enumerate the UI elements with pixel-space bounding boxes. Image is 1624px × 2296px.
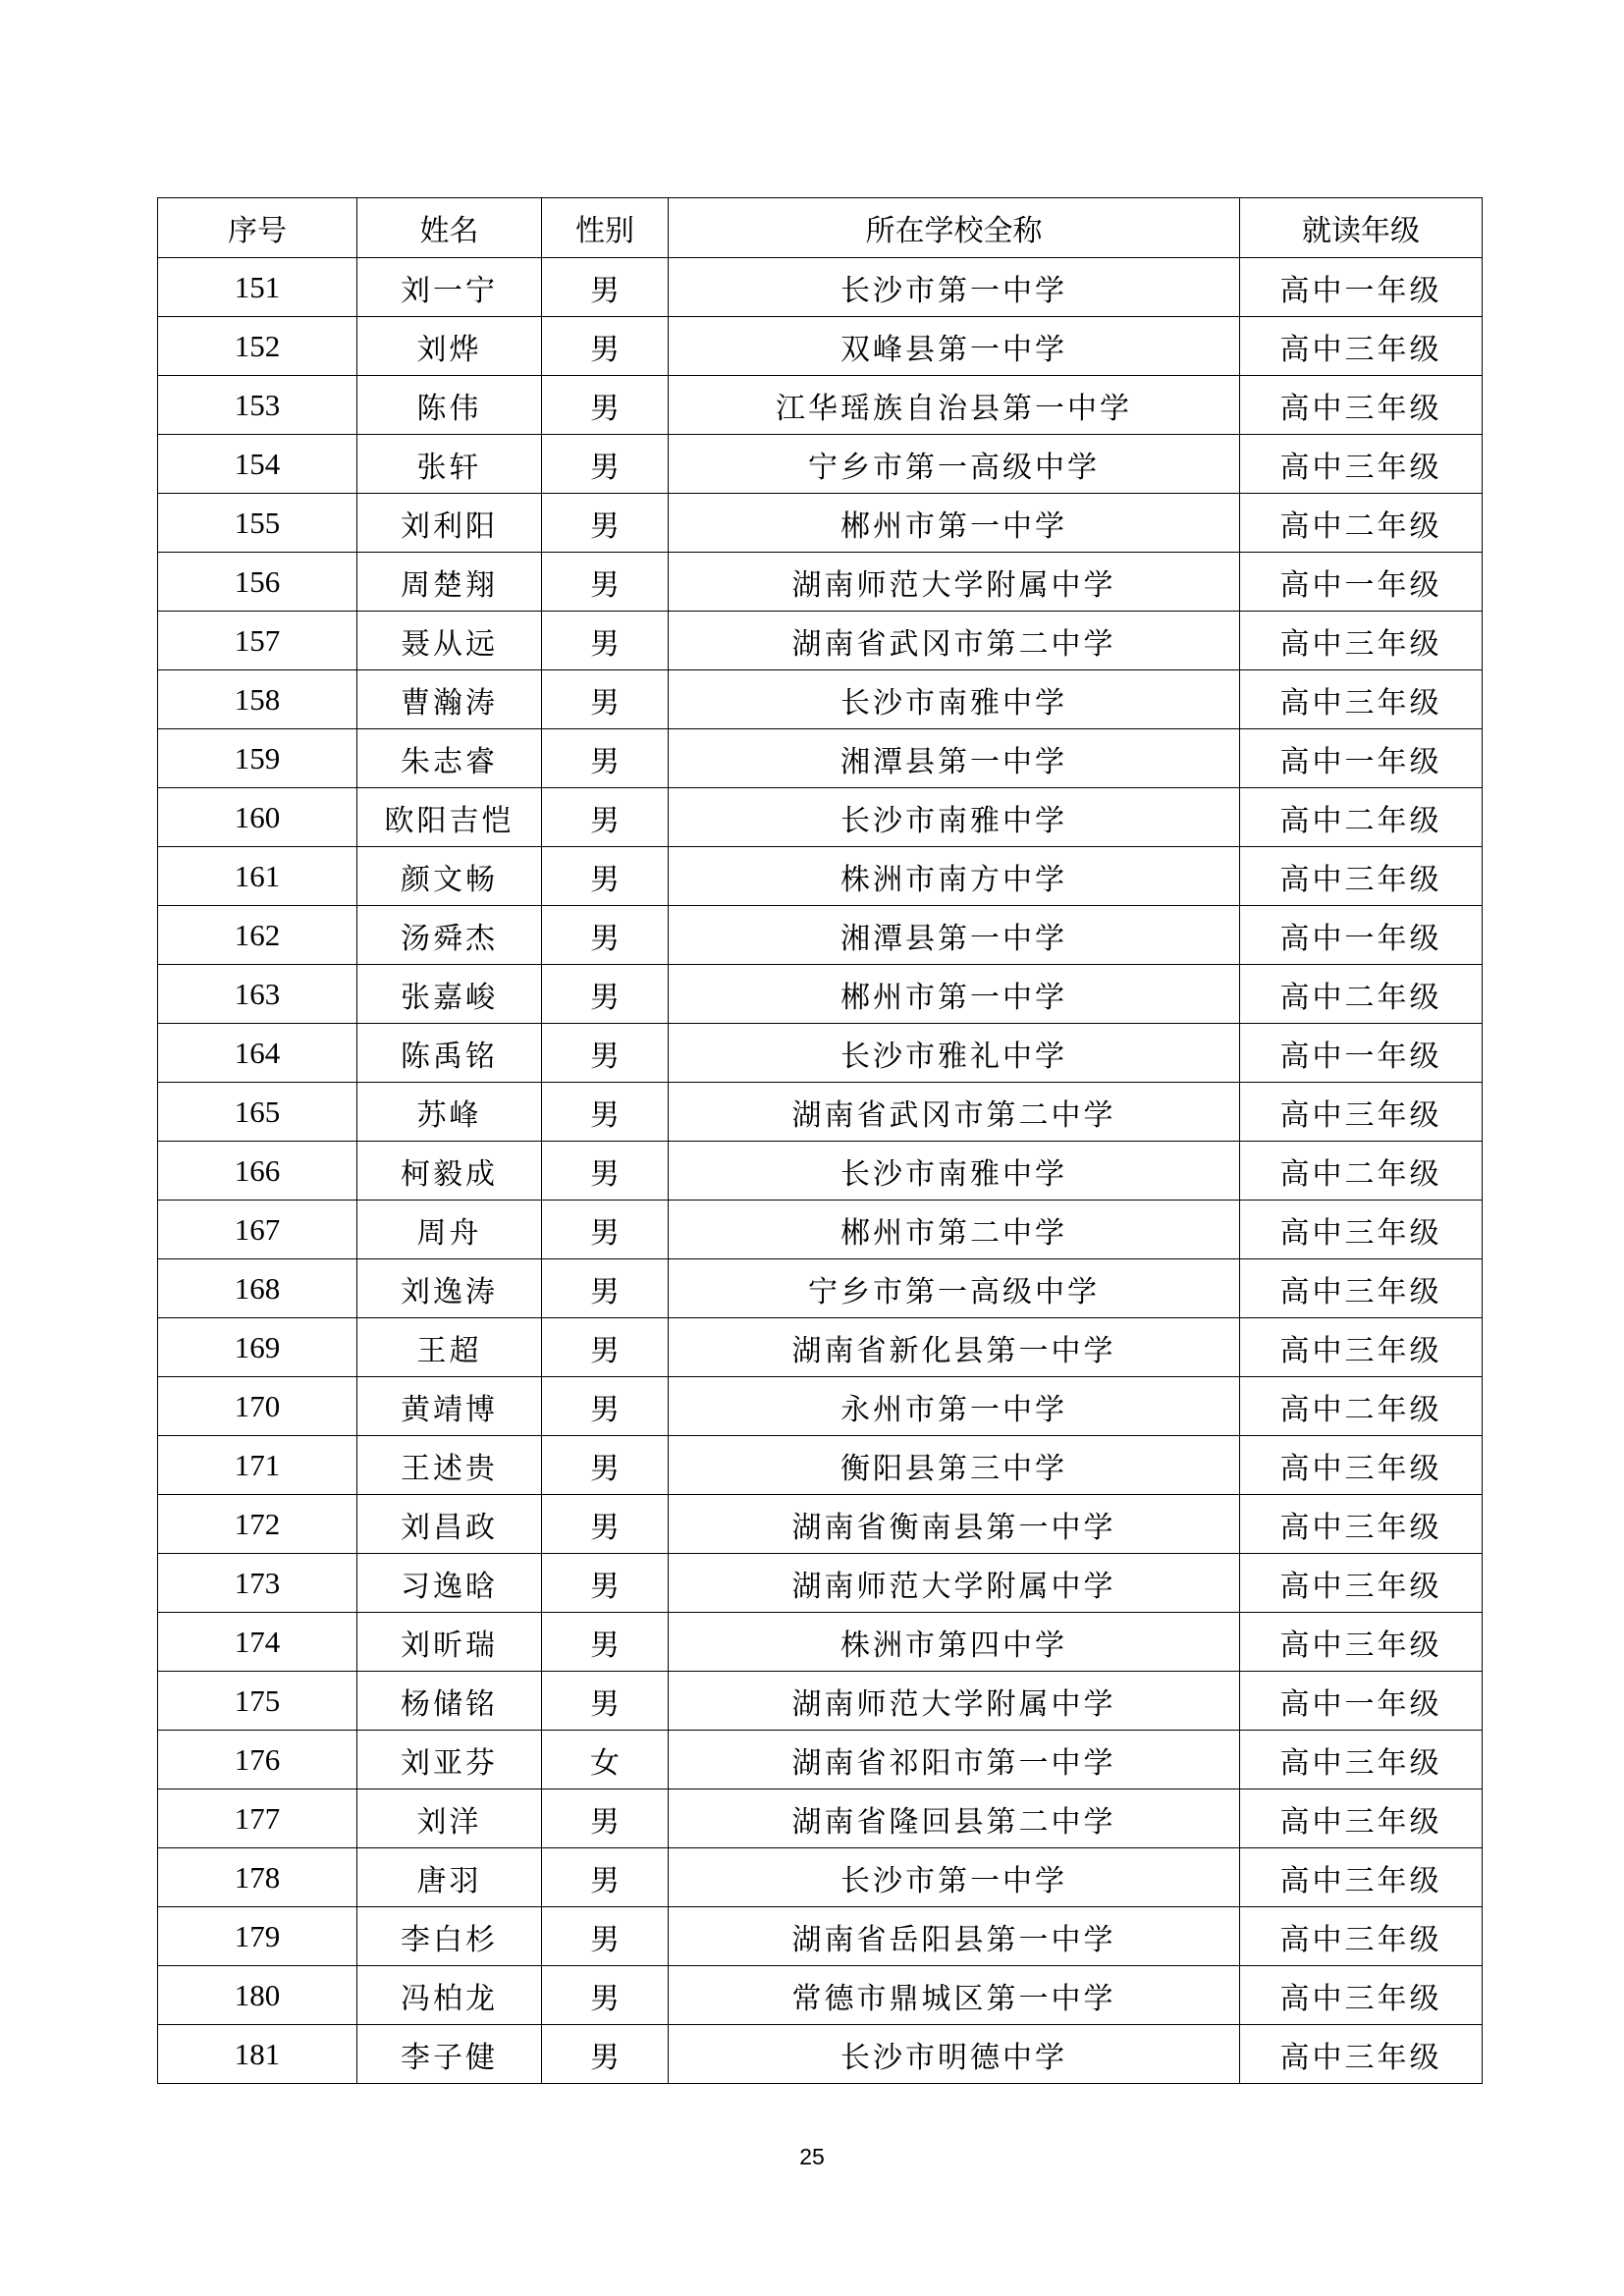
cell-no: 177 <box>158 1789 357 1848</box>
table-row <box>158 1966 1483 2025</box>
cell-grade: 高中三年级 <box>1240 1848 1483 1907</box>
cell-gender: 男 <box>542 1495 669 1554</box>
cell-no: 160 <box>158 788 357 847</box>
cell-school: 湖南师范大学附属中学 <box>669 1672 1240 1731</box>
table-row <box>158 435 1483 494</box>
cell-school: 湖南省隆回县第二中学 <box>669 1789 1240 1848</box>
cell-name: 刘逸涛 <box>357 1259 542 1318</box>
cell-gender: 男 <box>542 847 669 906</box>
table-row <box>158 788 1483 847</box>
cell-gender: 男 <box>542 1024 669 1083</box>
cell-no: 167 <box>158 1201 357 1259</box>
cell-school: 株洲市第四中学 <box>669 1613 1240 1672</box>
table-row <box>158 965 1483 1024</box>
cell-grade: 高中三年级 <box>1240 1731 1483 1789</box>
header-gender: 性别 <box>542 198 669 258</box>
cell-school: 长沙市南雅中学 <box>669 1142 1240 1201</box>
cell-name: 唐羽 <box>357 1848 542 1907</box>
cell-school: 湖南省新化县第一中学 <box>669 1318 1240 1377</box>
cell-gender: 男 <box>542 670 669 729</box>
cell-name: 朱志睿 <box>357 729 542 788</box>
cell-gender: 男 <box>542 1142 669 1201</box>
cell-no: 152 <box>158 317 357 376</box>
cell-gender: 男 <box>542 317 669 376</box>
cell-no: 163 <box>158 965 357 1024</box>
cell-name: 周舟 <box>357 1201 542 1259</box>
cell-grade: 高中三年级 <box>1240 1201 1483 1259</box>
cell-no: 166 <box>158 1142 357 1201</box>
cell-gender: 男 <box>542 1436 669 1495</box>
cell-gender: 男 <box>542 965 669 1024</box>
table-row <box>158 1672 1483 1731</box>
table-header <box>158 198 1483 258</box>
cell-name: 柯毅成 <box>357 1142 542 1201</box>
table-row <box>158 1024 1483 1083</box>
cell-school: 株洲市南方中学 <box>669 847 1240 906</box>
cell-name: 汤舜杰 <box>357 906 542 965</box>
table-row <box>158 1436 1483 1495</box>
cell-gender: 男 <box>542 1377 669 1436</box>
cell-name: 周楚翔 <box>357 553 542 612</box>
cell-grade: 高中三年级 <box>1240 670 1483 729</box>
cell-name: 曹瀚涛 <box>357 670 542 729</box>
cell-no: 175 <box>158 1672 357 1731</box>
cell-grade: 高中三年级 <box>1240 1966 1483 2025</box>
cell-gender: 男 <box>542 612 669 670</box>
cell-gender: 男 <box>542 1613 669 1672</box>
cell-gender: 男 <box>542 376 669 435</box>
cell-school: 湘潭县第一中学 <box>669 906 1240 965</box>
table-row <box>158 376 1483 435</box>
table-row <box>158 1731 1483 1789</box>
cell-grade: 高中一年级 <box>1240 1024 1483 1083</box>
cell-gender: 男 <box>542 729 669 788</box>
cell-grade: 高中一年级 <box>1240 1672 1483 1731</box>
cell-school: 郴州市第一中学 <box>669 494 1240 553</box>
student-roster-table <box>157 197 1483 2084</box>
cell-no: 180 <box>158 1966 357 2025</box>
cell-no: 179 <box>158 1907 357 1966</box>
cell-name: 王述贵 <box>357 1436 542 1495</box>
cell-school: 湖南师范大学附属中学 <box>669 1554 1240 1613</box>
cell-grade: 高中三年级 <box>1240 1789 1483 1848</box>
cell-no: 176 <box>158 1731 357 1789</box>
cell-grade: 高中三年级 <box>1240 376 1483 435</box>
cell-school: 永州市第一中学 <box>669 1377 1240 1436</box>
cell-school: 常德市鼎城区第一中学 <box>669 1966 1240 2025</box>
cell-name: 陈伟 <box>357 376 542 435</box>
cell-no: 171 <box>158 1436 357 1495</box>
table-row <box>158 729 1483 788</box>
cell-grade: 高中一年级 <box>1240 258 1483 317</box>
table-body <box>158 258 1483 2084</box>
cell-school: 长沙市南雅中学 <box>669 670 1240 729</box>
cell-grade: 高中三年级 <box>1240 1083 1483 1142</box>
table-row <box>158 1907 1483 1966</box>
header-row <box>158 198 1483 258</box>
cell-grade: 高中二年级 <box>1240 494 1483 553</box>
cell-name: 黄靖博 <box>357 1377 542 1436</box>
cell-no: 157 <box>158 612 357 670</box>
cell-gender: 男 <box>542 1259 669 1318</box>
cell-grade: 高中二年级 <box>1240 1377 1483 1436</box>
cell-gender: 男 <box>542 1201 669 1259</box>
cell-school: 湖南省武冈市第二中学 <box>669 612 1240 670</box>
cell-gender: 男 <box>542 435 669 494</box>
cell-name: 颜文畅 <box>357 847 542 906</box>
cell-name: 聂从远 <box>357 612 542 670</box>
cell-grade: 高中三年级 <box>1240 847 1483 906</box>
cell-gender: 男 <box>542 906 669 965</box>
cell-gender: 男 <box>542 1848 669 1907</box>
cell-school: 湖南省武冈市第二中学 <box>669 1083 1240 1142</box>
cell-no: 172 <box>158 1495 357 1554</box>
table-row <box>158 258 1483 317</box>
cell-no: 153 <box>158 376 357 435</box>
table-row <box>158 1495 1483 1554</box>
cell-name: 刘利阳 <box>357 494 542 553</box>
cell-gender: 男 <box>542 1554 669 1613</box>
table-row <box>158 1554 1483 1613</box>
page-number: 25 <box>799 2144 825 2169</box>
cell-grade: 高中一年级 <box>1240 729 1483 788</box>
cell-grade: 高中三年级 <box>1240 2025 1483 2084</box>
cell-gender: 男 <box>542 1672 669 1731</box>
cell-no: 174 <box>158 1613 357 1672</box>
table-row <box>158 1848 1483 1907</box>
cell-no: 159 <box>158 729 357 788</box>
cell-school: 郴州市第一中学 <box>669 965 1240 1024</box>
cell-grade: 高中二年级 <box>1240 788 1483 847</box>
cell-gender: 男 <box>542 553 669 612</box>
cell-gender: 男 <box>542 1907 669 1966</box>
cell-no: 170 <box>158 1377 357 1436</box>
cell-school: 江华瑶族自治县第一中学 <box>669 376 1240 435</box>
cell-grade: 高中三年级 <box>1240 435 1483 494</box>
cell-school: 长沙市第一中学 <box>669 258 1240 317</box>
cell-name: 张轩 <box>357 435 542 494</box>
cell-name: 刘亚芬 <box>357 1731 542 1789</box>
header-grade: 就读年级 <box>1240 198 1483 258</box>
cell-no: 151 <box>158 258 357 317</box>
cell-name: 刘一宁 <box>357 258 542 317</box>
cell-no: 164 <box>158 1024 357 1083</box>
table-row <box>158 670 1483 729</box>
table-row <box>158 2025 1483 2084</box>
table-row <box>158 906 1483 965</box>
cell-grade: 高中三年级 <box>1240 317 1483 376</box>
table-row <box>158 1377 1483 1436</box>
cell-grade: 高中三年级 <box>1240 1259 1483 1318</box>
table-row <box>158 553 1483 612</box>
cell-name: 王超 <box>357 1318 542 1377</box>
cell-school: 湖南省岳阳县第一中学 <box>669 1907 1240 1966</box>
cell-no: 168 <box>158 1259 357 1318</box>
cell-school: 长沙市明德中学 <box>669 2025 1240 2084</box>
cell-gender: 男 <box>542 1083 669 1142</box>
cell-school: 长沙市雅礼中学 <box>669 1024 1240 1083</box>
table-row <box>158 612 1483 670</box>
cell-school: 双峰县第一中学 <box>669 317 1240 376</box>
cell-grade: 高中三年级 <box>1240 1554 1483 1613</box>
cell-name: 习逸晗 <box>357 1554 542 1613</box>
header-school: 所在学校全称 <box>669 198 1240 258</box>
header-name: 姓名 <box>357 198 542 258</box>
cell-name: 杨储铭 <box>357 1672 542 1731</box>
cell-gender: 男 <box>542 1318 669 1377</box>
cell-no: 154 <box>158 435 357 494</box>
cell-school: 郴州市第二中学 <box>669 1201 1240 1259</box>
cell-name: 陈禹铭 <box>357 1024 542 1083</box>
cell-gender: 男 <box>542 788 669 847</box>
cell-grade: 高中三年级 <box>1240 612 1483 670</box>
cell-school: 湖南师范大学附属中学 <box>669 553 1240 612</box>
cell-grade: 高中二年级 <box>1240 965 1483 1024</box>
cell-name: 冯柏龙 <box>357 1966 542 2025</box>
cell-no: 155 <box>158 494 357 553</box>
cell-school: 湘潭县第一中学 <box>669 729 1240 788</box>
cell-name: 张嘉峻 <box>357 965 542 1024</box>
cell-gender: 男 <box>542 1966 669 2025</box>
cell-grade: 高中三年级 <box>1240 1318 1483 1377</box>
cell-gender: 男 <box>542 2025 669 2084</box>
cell-gender: 男 <box>542 1789 669 1848</box>
table-row <box>158 317 1483 376</box>
cell-no: 161 <box>158 847 357 906</box>
cell-name: 刘昌政 <box>357 1495 542 1554</box>
table-row <box>158 1318 1483 1377</box>
cell-name: 刘昕瑞 <box>357 1613 542 1672</box>
cell-no: 156 <box>158 553 357 612</box>
cell-school: 衡阳县第三中学 <box>669 1436 1240 1495</box>
table-row <box>158 1201 1483 1259</box>
cell-no: 178 <box>158 1848 357 1907</box>
cell-gender: 男 <box>542 494 669 553</box>
cell-school: 湖南省衡南县第一中学 <box>669 1495 1240 1554</box>
cell-no: 162 <box>158 906 357 965</box>
cell-school: 湖南省祁阳市第一中学 <box>669 1731 1240 1789</box>
cell-grade: 高中三年级 <box>1240 1495 1483 1554</box>
table-row <box>158 847 1483 906</box>
header-no: 序号 <box>158 198 357 258</box>
cell-grade: 高中二年级 <box>1240 1142 1483 1201</box>
cell-school: 宁乡市第一高级中学 <box>669 435 1240 494</box>
cell-name: 李白杉 <box>357 1907 542 1966</box>
table-row <box>158 1613 1483 1672</box>
cell-name: 苏峰 <box>357 1083 542 1142</box>
cell-name: 欧阳吉恺 <box>357 788 542 847</box>
cell-grade: 高中一年级 <box>1240 553 1483 612</box>
cell-no: 169 <box>158 1318 357 1377</box>
cell-no: 173 <box>158 1554 357 1613</box>
cell-school: 长沙市南雅中学 <box>669 788 1240 847</box>
cell-no: 181 <box>158 2025 357 2084</box>
cell-gender: 男 <box>542 258 669 317</box>
cell-name: 刘洋 <box>357 1789 542 1848</box>
cell-name: 刘烨 <box>357 317 542 376</box>
cell-grade: 高中三年级 <box>1240 1907 1483 1966</box>
table-row <box>158 1259 1483 1318</box>
cell-grade: 高中三年级 <box>1240 1613 1483 1672</box>
cell-grade: 高中三年级 <box>1240 1436 1483 1495</box>
cell-grade: 高中一年级 <box>1240 906 1483 965</box>
cell-name: 李子健 <box>357 2025 542 2084</box>
table-row <box>158 494 1483 553</box>
table-row <box>158 1083 1483 1142</box>
cell-no: 158 <box>158 670 357 729</box>
table-row <box>158 1789 1483 1848</box>
cell-gender: 女 <box>542 1731 669 1789</box>
table-row <box>158 1142 1483 1201</box>
cell-no: 165 <box>158 1083 357 1142</box>
cell-school: 长沙市第一中学 <box>669 1848 1240 1907</box>
cell-school: 宁乡市第一高级中学 <box>669 1259 1240 1318</box>
